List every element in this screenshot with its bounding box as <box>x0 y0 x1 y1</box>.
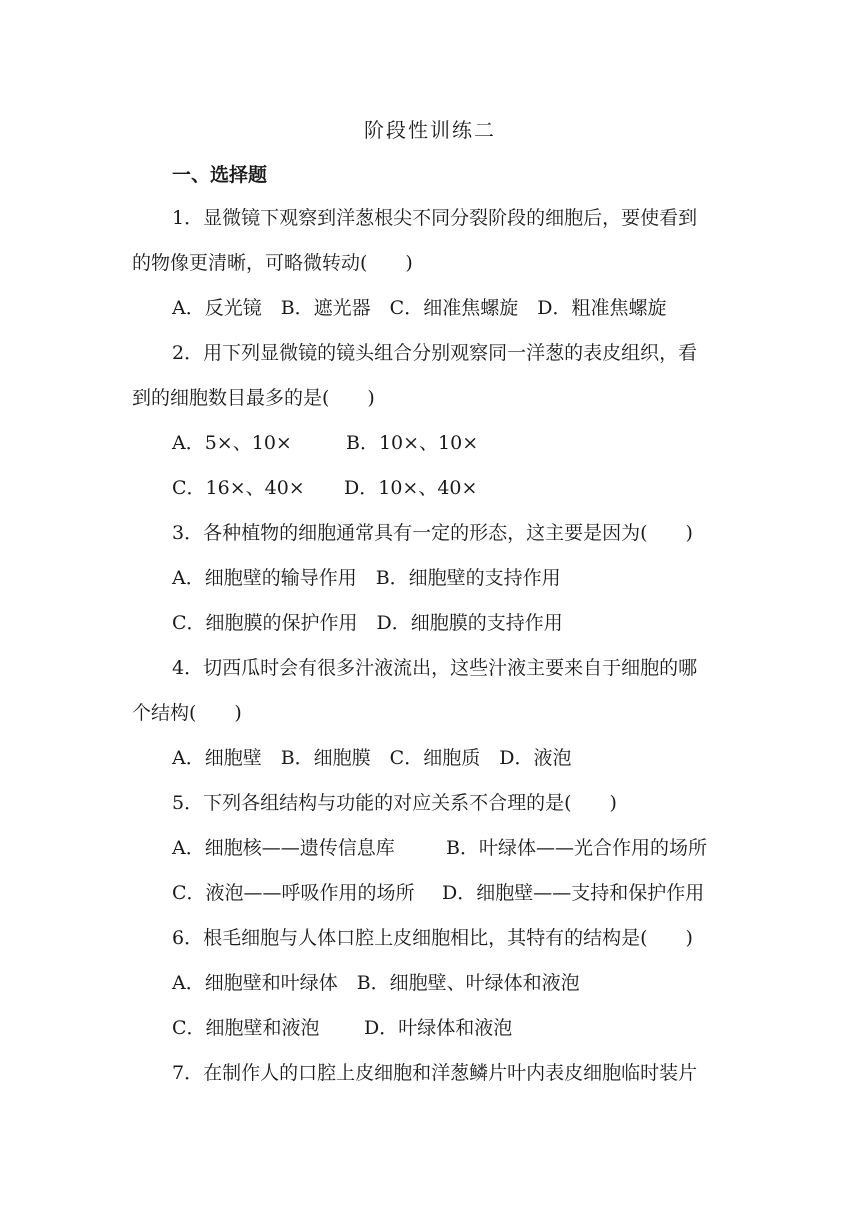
question-6-options-row-2 <box>172 1015 512 1041</box>
question-2-options-row-1 <box>172 430 478 456</box>
question-6-line-1: 6．根毛细胞与人体口腔上皮细胞相比，其特有的结构是( ) <box>172 927 693 949</box>
question-5-line-1: 5．下列各组结构与功能的对应关系不合理的是( ) <box>172 792 617 814</box>
question-5-option-d: D．细胞壁——支持和保护作用 <box>442 882 705 904</box>
question-5-options-row-2 <box>172 880 704 906</box>
question-2-option-d: D．10×、40× <box>344 477 478 499</box>
question-5-options-row-1 <box>172 835 707 861</box>
question-1-line-2: 的物像更清晰，可略微转动( ) <box>132 252 413 274</box>
question-5-option-b: B．叶绿体——光合作用的场所 <box>446 837 707 859</box>
question-7-line-1: 7．在制作人的口腔上皮细胞和洋葱鳞片叶内表皮细胞临时装片 <box>172 1062 698 1084</box>
question-1-line-1: 1．显微镜下观察到洋葱根尖不同分裂阶段的细胞后，要使看到 <box>172 207 698 229</box>
question-2-option-a: A．5×、10× <box>172 432 292 454</box>
question-3-options-row-2: C．细胞膜的保护作用 D．细胞膜的支持作用 <box>172 612 563 634</box>
question-4-options: A．细胞壁 B．细胞膜 C．细胞质 D．液泡 <box>172 747 572 769</box>
question-5-option-a: A．细胞核——遗传信息库 <box>172 837 395 859</box>
question-4-line-2: 个结构( ) <box>132 702 242 724</box>
question-4-line-1: 4．切西瓜时会有很多汁液流出，这些汁液主要来自于细胞的哪 <box>172 657 698 679</box>
question-5-option-c: C．液泡——呼吸作用的场所 <box>172 882 415 904</box>
question-6-options-row-1: A．细胞壁和叶绿体 B．细胞壁、叶绿体和液泡 <box>172 972 580 994</box>
question-2-option-c: C．16×、40× <box>172 477 305 499</box>
question-2-options-row-2 <box>172 475 477 501</box>
question-6-option-d: D．叶绿体和液泡 <box>364 1017 513 1039</box>
section-heading: 一、选择题 <box>172 164 268 186</box>
page-title: 阶段性训练二 <box>364 118 496 142</box>
question-6-option-c: C．细胞壁和液泡 <box>172 1017 320 1039</box>
question-1-options: A．反光镜 B．遮光器 C．细准焦螺旋 D．粗准焦螺旋 <box>172 297 667 319</box>
question-3-options-row-1: A．细胞壁的输导作用 B．细胞壁的支持作用 <box>172 567 561 589</box>
question-2-option-b: B．10×、10× <box>346 432 479 454</box>
question-2-line-2: 到的细胞数目最多的是( ) <box>132 387 375 409</box>
question-2-line-1: 2．用下列显微镜的镜头组合分别观察同一洋葱的表皮组织，看 <box>172 342 698 364</box>
question-3-line-1: 3．各种植物的细胞通常具有一定的形态，这主要是因为( ) <box>172 522 693 544</box>
